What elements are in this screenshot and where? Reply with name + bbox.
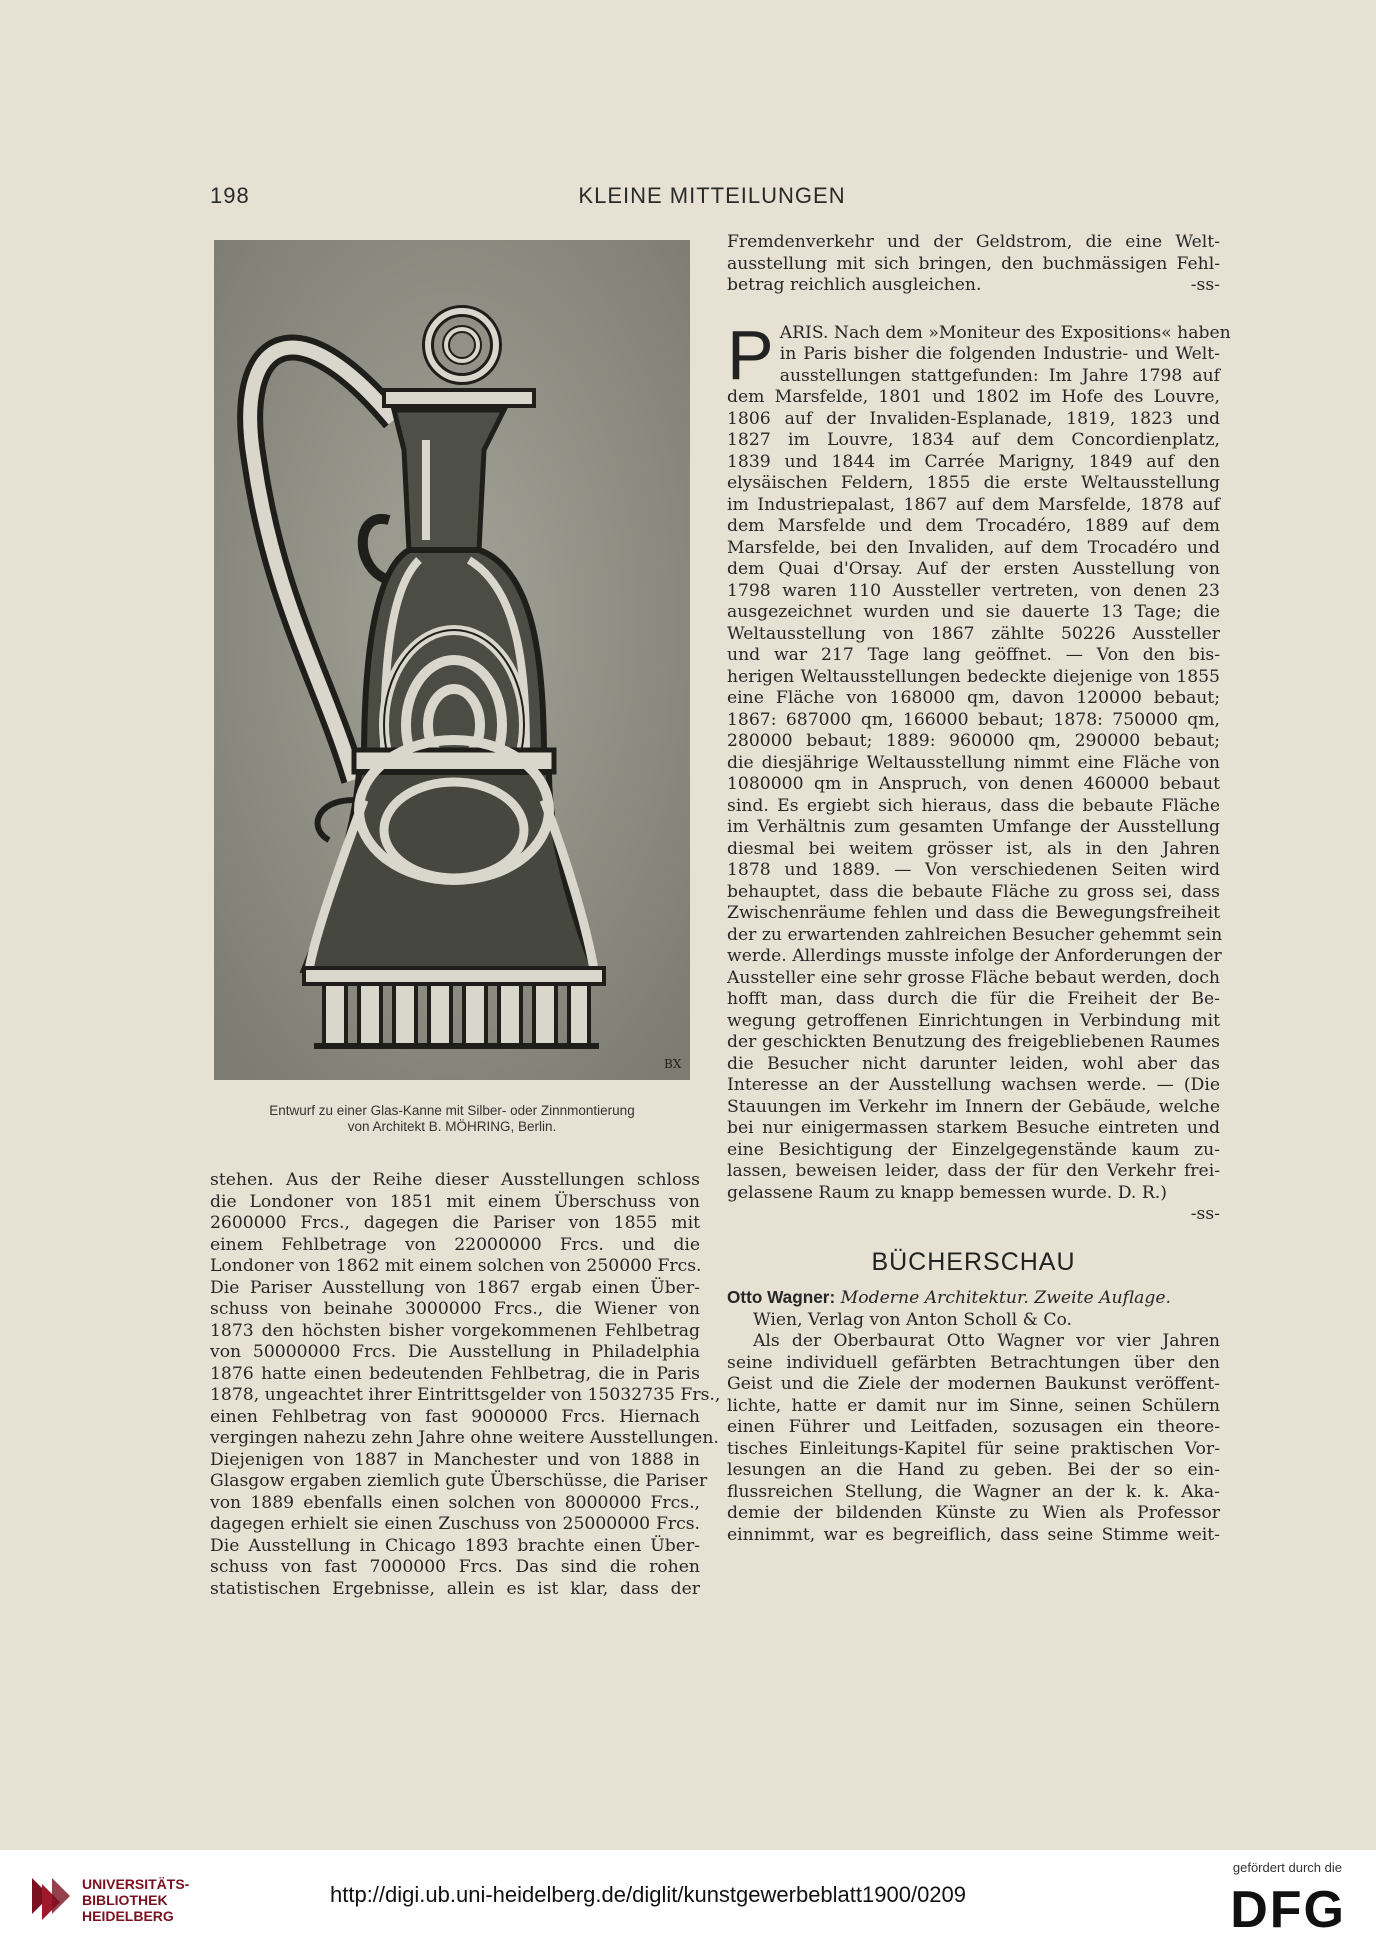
text-line: schuss von fast 7000000 Frcs. Das sind die rohen [210, 1557, 700, 1577]
text-line: flussreichen Stellung, die Wagner an der k. k. Aka- [727, 1481, 1220, 1502]
text-line: vergingen nahezu zehn Jahre ohne weitere Ausstellungen. [210, 1428, 719, 1448]
text-line: 1798 waren 110 Aussteller vertreten, von denen 23 [727, 580, 1220, 601]
text-line: 2600000 Frcs., dagegen die Pariser von 1855 mit [210, 1213, 700, 1233]
text-line: 1878, ungeachtet ihrer Eintrittsgelder von 15032735 Frs., [210, 1385, 721, 1405]
text-line: Weltausstellung von 1867 zählte 50226 Aussteller [727, 623, 1220, 644]
text-line: Interesse an der Ausstellung wachsen werde. — (Die [727, 1075, 1220, 1095]
text-line: schuss von beinahe 3000000 Frcs., die Wiener von [210, 1299, 700, 1319]
text-line: elysäischen Feldern, 1855 die erste Weltausstellung [727, 473, 1220, 493]
signature: -ss- [1190, 1204, 1220, 1224]
text-line: 1867: 687000 qm, 166000 bebaut; 1878: 750000 qm, [727, 709, 1220, 730]
text-line: 1878 und 1889. — Von verschiedenen Seiten wird [727, 860, 1220, 880]
text-line: seine individuell gefärbten Betrachtungen über den [727, 1352, 1220, 1373]
monogram: BX [664, 1057, 682, 1071]
library-name [82, 1876, 189, 1924]
text-line: die Besucher nicht darunter leiden, wohl aber das [727, 1053, 1220, 1074]
text-line: einen Führer und Leitfaden, sozusagen ein theore- [727, 1417, 1220, 1437]
text-line: Fremdenverkehr und der Geldstrom, die eine Welt- [727, 232, 1220, 252]
text-line: 1827 im Louvre, 1834 auf dem Concordienplatz, [727, 430, 1220, 450]
text-line: 1876 hatte einen bedeutenden Fehlbetrag, die in Paris [210, 1363, 700, 1384]
text-line: sind. Es ergiebt sich hieraus, dass die bebaute Fläche [727, 795, 1220, 816]
text-line: Die Ausstellung in Chicago 1893 brachte einen Über- [210, 1535, 700, 1556]
text-line: lichte, hatte er damit nur im Sinne, seinen Schülern [727, 1395, 1220, 1416]
running-title: KLEINE MITTEILUNGEN [578, 183, 846, 208]
text-line: ausstellungen stattgefunden: Im Jahre 1798 auf [779, 365, 1220, 386]
text-line: ausgezeichnet wurden und sie dauerte 13 Tage; die [727, 602, 1220, 622]
jug-illustration [214, 240, 690, 1080]
left-column [210, 1170, 721, 1600]
text-line: und war 217 Tage lang geöffnet. — Von den bis- [727, 645, 1220, 665]
text-line: Zwischenräume fehlen und dass die Bewegungsfreiheit [727, 903, 1220, 923]
text-line: 1806 auf der Invaliden-Esplanade, 1819, 1823 und [727, 408, 1220, 429]
text-line: statistischen Ergebnisse, allein es ist klar, dass der [210, 1578, 700, 1599]
text-line: dem Quai d'Orsay. Auf der ersten Ausstellung von [727, 559, 1220, 579]
text-line: ausstellung mit sich bringen, den buchmässigen Fehl- [727, 253, 1220, 274]
text-line: bei nur einigermassen starkem Besuche eintreten und [727, 1118, 1220, 1138]
right-column [727, 232, 1231, 1546]
caption-line: von Architekt B. MÖHRING, Berlin. [347, 1119, 557, 1134]
text-line: einem Fehlbetrage von 22000000 Frcs. und die [210, 1234, 700, 1255]
running-header [210, 183, 1214, 213]
text-line: demie der bildenden Künste zu Wien als Professor [727, 1503, 1220, 1523]
book-citation [727, 1287, 1220, 1310]
paris-article [727, 315, 1231, 1226]
jug-drawing [214, 240, 690, 1080]
text-line: eine Besichtigung der Einzelgegenstände kaum zu- [727, 1139, 1220, 1160]
book-author: Otto Wagner: [727, 1287, 836, 1307]
text-line: eine Fläche von 168000 qm, davon 120000 bebaut; [727, 688, 1220, 708]
figure-caption [214, 1103, 690, 1135]
library-name-line: HEIDELBERG [82, 1908, 174, 1924]
text-line: 1873 den höchsten bisher vorgekommenen Fehlbetrag [210, 1320, 700, 1341]
text-line: ARIS. Nach dem »Moniteur des Expositions« haben [779, 322, 1231, 343]
digitization-footer [0, 1850, 1376, 1954]
text-line: Marsfelde, bei den Invaliden, auf dem Trocadéro und [727, 537, 1220, 558]
text-line: herigen Weltausstellungen bedeckte diejenige von 1855 [727, 666, 1220, 687]
text-line: Aussteller eine sehr grosse Fläche bebaut werden, doch [727, 967, 1220, 988]
library-name-line: UNIVERSITÄTS- [82, 1876, 190, 1892]
text-line: gelassene Raum zu knapp bemessen wurde. D. R.) [727, 1182, 1167, 1203]
text-line: Londoner von 1862 mit einem solchen von 250000 Frcs. [210, 1256, 702, 1276]
funding-text: gefördert durch die [1232, 1860, 1342, 1875]
text-line: in Paris bisher die folgenden Industrie- und Welt- [779, 344, 1220, 364]
text-line: 1080000 qm in Anspruch, von denen 460000 bebaut [727, 774, 1220, 794]
drop-cap: P [727, 315, 774, 394]
text-line: wegung getroffenen Einrichtungen in Verbindung mit [727, 1010, 1220, 1031]
signature: -ss- [1190, 275, 1220, 295]
text-line: 1839 und 1844 im Carrée Marigny, 1849 auf den [727, 451, 1220, 472]
book-title: Moderne Architektur. Zweite Auflage. [840, 1288, 1171, 1308]
text-line: Geist und die Ziele der modernen Baukunst veröffent- [727, 1374, 1220, 1394]
dfg-logo: DFG [1230, 1881, 1346, 1939]
text-line: Glasgow ergaben ziemlich gute Überschüsse, die Pariser [210, 1471, 708, 1491]
text-line: von 50000000 Frcs. Die Ausstellung in Philadelphia [210, 1342, 700, 1362]
text-line: der geschickten Benutzung des freigebliebenen Raumes [727, 1032, 1220, 1052]
text-line: diesmal bei weitem grösser ist, als in den Jahren [727, 838, 1220, 859]
text-line: dagegen erhielt sie einen Zuschuss von 25000000 Frcs. [210, 1514, 700, 1534]
library-logo-icon [28, 1874, 72, 1926]
text-line [727, 275, 1220, 297]
text-line: dem Marsfelde und dem Trocadéro, 1889 auf dem [727, 516, 1220, 536]
text-line: tisches Einleitungs-Kapitel für seine praktischen Vor- [727, 1438, 1220, 1459]
text-line: behauptet, dass die bebaute Fläche zu gross sei, dass [727, 881, 1220, 902]
text-line: lesungen an die Hand zu geben. Bei der so ein- [727, 1460, 1220, 1480]
text-line: der zu erwartenden zahlreichen Besucher gehemmt sein [727, 924, 1223, 945]
book-review [727, 1287, 1220, 1546]
text-line: Diejenigen von 1887 in Manchester und von 1888 in [210, 1449, 700, 1470]
text-line: stehen. Aus der Reihe dieser Ausstellungen schloss [210, 1170, 700, 1190]
text-line: einen Fehlbetrag von fast 9000000 Frcs. Hiernach [210, 1406, 700, 1427]
book-publisher: Wien, Verlag von Anton Scholl & Co. [753, 1309, 1073, 1330]
text-fragment: betrag reichlich ausgleichen. [727, 275, 982, 295]
section-title: BÜCHERSCHAU [871, 1247, 1076, 1276]
text-line: werde. Allerdings musste infolge der Anforderungen der [727, 946, 1222, 966]
text-line: im Verhältnis zum gesamten Umfange der Ausstellung [727, 817, 1220, 837]
caption-line: Entwurf zu einer Glas-Kanne mit Silber- oder Zinnmontierung [269, 1103, 635, 1118]
text-line: Die Pariser Ausstellung von 1867 ergab einen Über- [210, 1277, 700, 1298]
text-line: im Industriepalast, 1867 auf dem Marsfelde, 1878 auf [727, 494, 1220, 515]
permalink[interactable]: http://digi.ub.uni-heidelberg.de/diglit/kunstgewerbeblatt1900/0209 [330, 1882, 967, 1907]
text-line: von 1889 ebenfalls einen solchen von 8000000 Frcs., [210, 1492, 700, 1513]
library-name-line: BIBLIOTHEK [82, 1892, 168, 1908]
page-number: 198 [210, 183, 250, 208]
text-line: Als der Oberbaurat Otto Wagner vor vier Jahren [753, 1331, 1220, 1351]
text-line: lassen, beweisen leider, dass der für den Verkehr frei- [727, 1161, 1220, 1181]
text-line: hofft man, dass durch die für die Freiheit der Be- [727, 989, 1220, 1009]
text-line: die Londoner von 1851 mit einem Überschuss von [210, 1191, 700, 1212]
text-line: 280000 bebaut; 1889: 960000 qm, 290000 bebaut; [727, 731, 1220, 751]
text-line: dem Marsfelde, 1801 und 1802 im Hofe des Louvre, [727, 387, 1220, 407]
text-line: die diesjährige Weltausstellung nimmt eine Fläche von [727, 752, 1220, 773]
text-line: Stauungen im Verkehr im Innern der Gebäude, welche [727, 1096, 1220, 1117]
text-line: einnimmt, war es begreiflich, dass seine Stimme weit- [727, 1524, 1220, 1545]
